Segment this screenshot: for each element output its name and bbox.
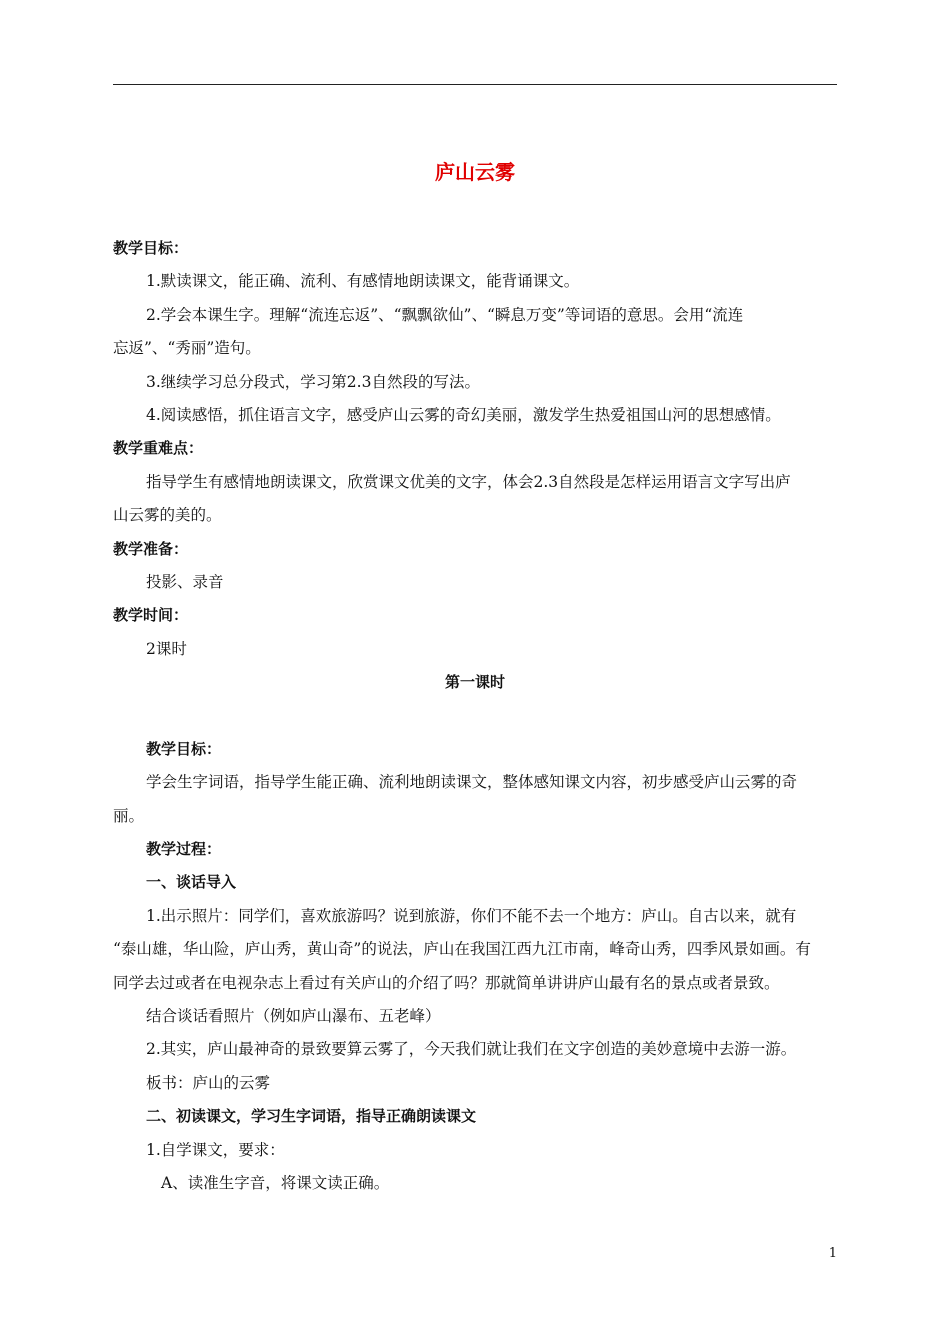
subsection-heading: 二、初读课文，学习生字词语，指导正确朗读课文 [146,1107,477,1126]
section-heading-objectives: 教学目标： [113,239,189,257]
paragraph-line: 2.其实，庐山最神奇的景致要算云雾了，今天我们就让我们在文字创造的美妙意境中去游一游。 [146,1040,797,1059]
paragraph-line: 结合谈话看照片（例如庐山瀑布、五老峰） [146,1006,441,1025]
paragraph-line: 投影、录音 [146,573,224,592]
paragraph-line: 1.出示照片：同学们，喜欢旅游吗？说到旅游，你们不能不去一个地方：庐山。自古以来，就有 [146,906,797,925]
section-heading-time: 教学时间： [113,606,189,625]
paragraph-line: 3.继续学习总分段式，学习第2.3自然段的写法。 [146,372,480,391]
spacer [113,700,837,733]
section-heading-preparation: 教学准备： [113,539,189,558]
header-rule [113,84,837,85]
paragraph-line: 板书：庐山的云雾 [146,1073,271,1092]
paragraph-line: “泰山雄，华山险，庐山秀，黄山奇”的说法，庐山在我国江西九江市南，峰奇山秀，四季风景如画。有 [113,940,811,959]
subsection-heading: 一、谈话导入 [146,873,237,892]
document-title: 庐山云雾 [435,160,515,184]
section-heading-objectives-2: 教学目标： [146,739,222,758]
paragraph-line: 山云雾的美的。 [113,506,222,525]
paragraph-line: 1.自学课文，要求： [146,1140,285,1159]
document-body [113,232,837,1200]
paragraph-line: 学会生字词语，指导学生能正确、流利地朗读课文，整体感知课文内容，初步感受庐山云雾的奇 [146,773,798,792]
section-heading-process: 教学过程： [146,839,222,858]
paragraph-line: 忘返”、“秀丽”造句。 [113,339,261,358]
lesson-heading: 第一课时 [444,673,505,692]
page-number: 1 [828,1246,837,1261]
paragraph-line: 同学去过或者在电视杂志上看过有关庐山的介绍了吗？那就简单讲讲庐山最有名的景点或者景致。 [113,973,780,992]
paragraph-line: 指导学生有感情地朗读课文，欣赏课文优美的文字，体会2.3自然段是怎样运用语言文字写出庐 [146,472,791,491]
paragraph-line: 2课时 [146,639,187,658]
paragraph-line: 2.学会本课生字。理解“流连忘返”、“飘飘欲仙”、“瞬息万变”等词语的意思。会用“流连 [146,305,744,324]
paragraph-line: 4.阅读感悟，抓住语言文字，感受庐山云雾的奇幻美丽，激发学生热爱祖国山河的思想感情。 [146,406,781,425]
paragraph-line: 丽。 [113,806,145,825]
paragraph-line: 1.默读课文，能正确、流利、有感情地朗读课文，能背诵课文。 [146,272,580,291]
section-heading-key-points: 教学重难点： [113,439,204,458]
paragraph-line: A、读准生字音，将课文读正确。 [161,1173,390,1192]
